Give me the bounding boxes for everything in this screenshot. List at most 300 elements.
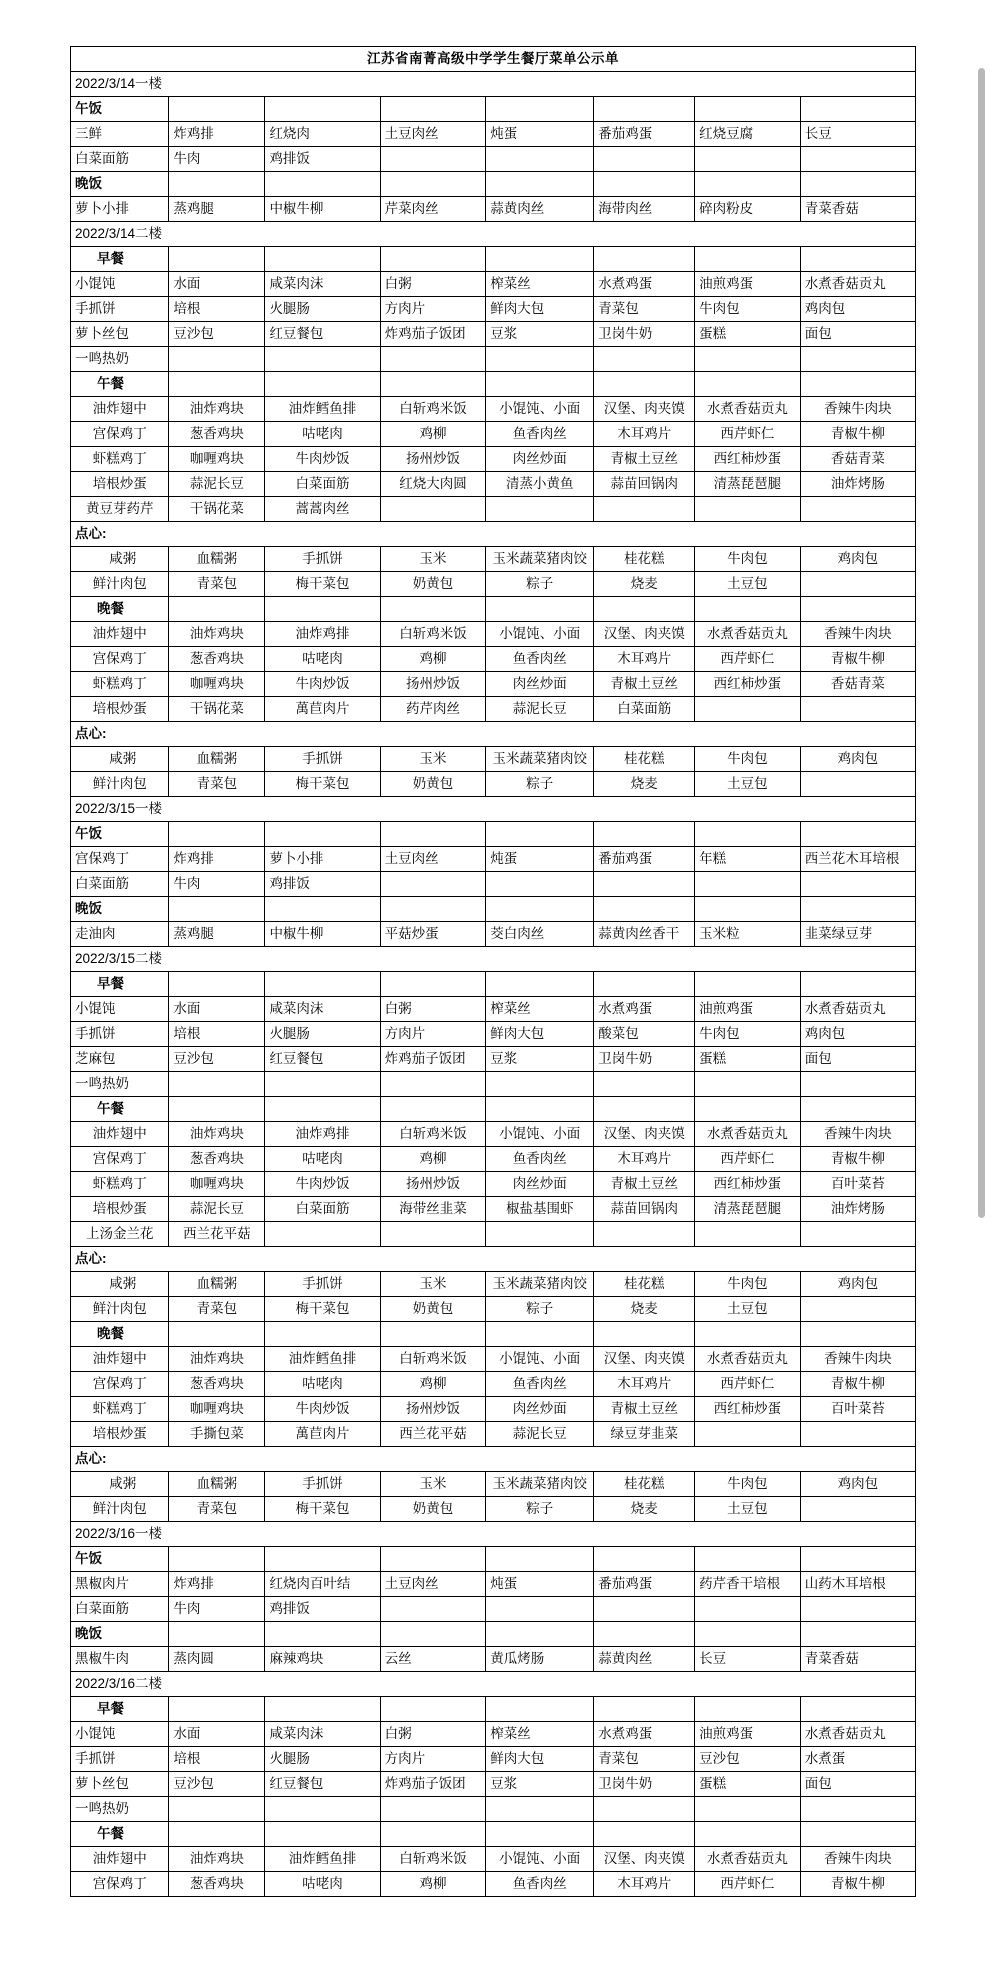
menu-cell: 牛肉炒饭 (265, 1172, 380, 1197)
menu-cell: 梅干菜包 (265, 772, 380, 797)
menu-cell: 粽子 (486, 1497, 594, 1522)
menu-cell-empty (486, 1322, 594, 1347)
menu-cell: 牛肉包 (695, 1272, 801, 1297)
menu-row (71, 497, 916, 522)
menu-cell: 鸡肉包 (800, 747, 915, 772)
menu-row (71, 1347, 916, 1372)
menu-cell: 玉米 (380, 1472, 486, 1497)
menu-row (71, 1472, 916, 1497)
menu-cell: 西红柿炒蛋 (695, 672, 801, 697)
menu-cell: 炸鸡茄子饭团 (380, 1772, 486, 1797)
menu-cell: 茭白肉丝 (486, 922, 594, 947)
date-label: 2022/3/14二楼 (71, 222, 916, 247)
menu-cell: 鲜肉大包 (486, 1747, 594, 1772)
menu-cell: 水煮香菇贡丸 (695, 397, 801, 422)
menu-cell: 西芹虾仁 (695, 1372, 801, 1397)
menu-cell: 培根 (169, 1022, 265, 1047)
menu-cell: 烧麦 (594, 1497, 695, 1522)
menu-cell: 油炸翅中 (71, 397, 169, 422)
menu-cell: 小馄饨 (71, 272, 169, 297)
menu-cell: 芹菜肉丝 (380, 197, 486, 222)
menu-cell: 肉丝炒面 (486, 447, 594, 472)
menu-cell-empty (265, 1322, 380, 1347)
menu-cell: 长豆 (800, 122, 915, 147)
menu-cell-empty (695, 1097, 801, 1122)
menu-table (70, 46, 916, 1897)
menu-cell: 中椒牛柳 (265, 197, 380, 222)
menu-cell: 番茄鸡蛋 (594, 847, 695, 872)
menu-cell: 白粥 (380, 997, 486, 1022)
menu-cell-empty (380, 1547, 486, 1572)
menu-cell: 水煮香菇贡丸 (800, 997, 915, 1022)
menu-cell: 青菜包 (594, 297, 695, 322)
menu-cell: 小馄饨、小面 (486, 397, 594, 422)
menu-cell: 油炸鸡块 (169, 622, 265, 647)
menu-cell: 方肉片 (380, 1747, 486, 1772)
menu-cell: 鱼香肉丝 (486, 1872, 594, 1897)
meal-header: 午饭 (71, 822, 169, 847)
menu-cell-empty (800, 597, 915, 622)
menu-cell: 蒜黄肉丝 (486, 197, 594, 222)
date-row (71, 222, 916, 247)
menu-cell: 小馄饨、小面 (486, 622, 594, 647)
menu-cell: 咖喱鸡块 (169, 1172, 265, 1197)
menu-cell-empty (800, 497, 915, 522)
menu-cell-empty (265, 372, 380, 397)
menu-cell: 培根炒蛋 (71, 1422, 169, 1447)
menu-row (71, 872, 916, 897)
menu-cell: 黑椒肉片 (71, 1572, 169, 1597)
date-row (71, 797, 916, 822)
menu-cell: 药芹肉丝 (380, 697, 486, 722)
menu-cell-empty (800, 1547, 915, 1572)
menu-cell-empty (265, 597, 380, 622)
menu-cell: 鸡排饭 (265, 147, 380, 172)
menu-cell: 白菜面筋 (265, 1197, 380, 1222)
menu-row (71, 622, 916, 647)
menu-cell: 小馄饨、小面 (486, 1347, 594, 1372)
menu-cell-empty (800, 347, 915, 372)
menu-cell: 小馄饨 (71, 1722, 169, 1747)
menu-cell-empty (380, 247, 486, 272)
menu-cell: 百叶菜苔 (800, 1172, 915, 1197)
menu-cell: 麻辣鸡块 (265, 1647, 380, 1672)
meal-header-row (71, 1697, 916, 1722)
menu-cell: 奶黄包 (380, 572, 486, 597)
menu-cell-empty (380, 972, 486, 997)
meal-header: 午餐 (71, 1097, 169, 1122)
menu-cell: 扬州炒饭 (380, 447, 486, 472)
menu-cell: 水煮香菇贡丸 (695, 1122, 801, 1147)
menu-cell-empty (800, 172, 915, 197)
menu-cell: 海带肉丝 (594, 197, 695, 222)
menu-cell-empty (380, 497, 486, 522)
menu-row (71, 1847, 916, 1872)
menu-cell-empty (486, 1072, 594, 1097)
menu-cell-empty (800, 1797, 915, 1822)
menu-cell-empty (380, 1222, 486, 1247)
menu-cell: 绿豆芽韭菜 (594, 1422, 695, 1447)
meal-header: 早餐 (71, 1697, 169, 1722)
menu-row (71, 1572, 916, 1597)
menu-cell-empty (380, 1097, 486, 1122)
menu-row (71, 572, 916, 597)
menu-cell: 青椒牛柳 (800, 1147, 915, 1172)
menu-cell: 蒜苗回锅肉 (594, 1197, 695, 1222)
menu-cell-empty (594, 1547, 695, 1572)
menu-cell-empty (169, 1697, 265, 1722)
menu-cell-empty (486, 597, 594, 622)
menu-cell-empty (486, 497, 594, 522)
menu-cell: 粽子 (486, 572, 594, 597)
menu-cell-empty (169, 897, 265, 922)
menu-row (71, 1747, 916, 1772)
menu-cell: 白斩鸡米饭 (380, 397, 486, 422)
menu-cell: 油炸鳕鱼排 (265, 1347, 380, 1372)
menu-cell: 咸菜肉沫 (265, 1722, 380, 1747)
menu-cell: 桂花糕 (594, 1472, 695, 1497)
menu-cell: 鲜汁肉包 (71, 1297, 169, 1322)
menu-cell-empty (265, 172, 380, 197)
menu-cell: 宫保鸡丁 (71, 422, 169, 447)
menu-cell-empty (594, 1322, 695, 1347)
menu-cell: 鱼香肉丝 (486, 1147, 594, 1172)
menu-cell-empty (800, 1597, 915, 1622)
menu-cell: 培根炒蛋 (71, 472, 169, 497)
menu-row (71, 647, 916, 672)
menu-cell-empty (594, 822, 695, 847)
menu-cell: 油炸鸡块 (169, 1847, 265, 1872)
menu-row (71, 1722, 916, 1747)
meal-header-row (71, 1097, 916, 1122)
menu-cell: 玉米蔬菜猪肉饺 (486, 1472, 594, 1497)
menu-cell: 玉米 (380, 1272, 486, 1297)
menu-cell: 宫保鸡丁 (71, 1372, 169, 1397)
menu-cell-empty (695, 1222, 801, 1247)
menu-cell: 汉堡、肉夹馍 (594, 1122, 695, 1147)
menu-cell: 手抓饼 (265, 1272, 380, 1297)
menu-cell-empty (695, 497, 801, 522)
menu-row (71, 1022, 916, 1047)
menu-cell: 青菜香菇 (800, 1647, 915, 1672)
menu-cell: 奶黄包 (380, 772, 486, 797)
menu-cell-empty (800, 247, 915, 272)
menu-cell: 葱香鸡块 (169, 1872, 265, 1897)
menu-cell: 烧麦 (594, 572, 695, 597)
menu-cell: 黄豆芽药芹 (71, 497, 169, 522)
menu-cell: 虾糕鸡丁 (71, 447, 169, 472)
menu-cell-empty (380, 1822, 486, 1847)
meal-header-row (71, 247, 916, 272)
menu-cell: 青椒土豆丝 (594, 1397, 695, 1422)
menu-cell-empty (486, 347, 594, 372)
menu-cell-empty (169, 1097, 265, 1122)
menu-cell: 血糯粥 (169, 1272, 265, 1297)
menu-cell-empty (800, 1322, 915, 1347)
menu-cell: 豆沙包 (169, 1772, 265, 1797)
menu-sheet (70, 46, 916, 1897)
menu-row (71, 1422, 916, 1447)
menu-cell: 咸粥 (71, 747, 169, 772)
title-row (71, 47, 916, 72)
menu-cell: 油炸鳕鱼排 (265, 1847, 380, 1872)
menu-cell: 红烧大肉圆 (380, 472, 486, 497)
menu-cell: 青菜包 (169, 1297, 265, 1322)
menu-cell: 黑椒牛肉 (71, 1647, 169, 1672)
menu-cell: 蒜泥长豆 (169, 472, 265, 497)
menu-cell-empty (380, 1622, 486, 1647)
menu-cell: 长豆 (695, 1647, 801, 1672)
menu-cell: 青椒土豆丝 (594, 1172, 695, 1197)
vertical-scrollbar[interactable] (978, 68, 985, 1218)
menu-cell-empty (265, 1097, 380, 1122)
meal-header-row (71, 1622, 916, 1647)
meal-header-row (71, 1547, 916, 1572)
menu-cell: 水煮香菇贡丸 (695, 1847, 801, 1872)
menu-cell-empty (380, 372, 486, 397)
menu-cell-empty (486, 1697, 594, 1722)
menu-cell-empty (695, 147, 801, 172)
menu-cell: 咸菜肉沫 (265, 997, 380, 1022)
meal-header: 早餐 (71, 247, 169, 272)
menu-cell: 豆沙包 (169, 322, 265, 347)
menu-cell: 青椒牛柳 (800, 1372, 915, 1397)
menu-row (71, 422, 916, 447)
meal-header: 晚饭 (71, 172, 169, 197)
menu-cell: 卫岗牛奶 (594, 1047, 695, 1072)
menu-cell: 火腿肠 (265, 1747, 380, 1772)
meal-header-row (71, 597, 916, 622)
menu-cell: 培根 (169, 1747, 265, 1772)
menu-cell-empty (169, 597, 265, 622)
menu-cell-empty (594, 147, 695, 172)
menu-cell: 蒜泥长豆 (486, 1422, 594, 1447)
menu-cell: 鸡肉包 (800, 1472, 915, 1497)
menu-cell: 香辣牛肉块 (800, 1847, 915, 1872)
menu-cell: 炖蛋 (486, 122, 594, 147)
menu-cell: 玉米蔬菜猪肉饺 (486, 547, 594, 572)
menu-cell: 油炸鸡排 (265, 1122, 380, 1147)
menu-cell-empty (169, 1797, 265, 1822)
menu-cell-empty (800, 372, 915, 397)
menu-cell: 牛肉包 (695, 297, 801, 322)
menu-cell-empty (800, 97, 915, 122)
menu-cell-empty (695, 972, 801, 997)
menu-cell: 萝卜丝包 (71, 1772, 169, 1797)
menu-row (71, 472, 916, 497)
menu-row (71, 1172, 916, 1197)
menu-cell-empty (695, 1622, 801, 1647)
menu-cell: 百叶菜苔 (800, 1397, 915, 1422)
menu-cell: 酸菜包 (594, 1022, 695, 1047)
menu-cell-empty (695, 347, 801, 372)
menu-cell: 炖蛋 (486, 1572, 594, 1597)
menu-cell-empty (695, 97, 801, 122)
menu-cell-empty (800, 897, 915, 922)
menu-row (71, 772, 916, 797)
menu-cell: 白斩鸡米饭 (380, 1122, 486, 1147)
menu-cell: 油炸鸡块 (169, 1122, 265, 1147)
menu-cell-empty (800, 1097, 915, 1122)
menu-cell: 油炸鸡块 (169, 397, 265, 422)
menu-cell-empty (695, 872, 801, 897)
menu-cell: 梅干菜包 (265, 1297, 380, 1322)
menu-cell-empty (800, 972, 915, 997)
menu-cell: 香辣牛肉块 (800, 622, 915, 647)
menu-cell: 血糯粥 (169, 1472, 265, 1497)
menu-cell-empty (169, 247, 265, 272)
menu-cell: 鲜肉大包 (486, 297, 594, 322)
menu-row (71, 322, 916, 347)
section-header-row (71, 722, 916, 747)
menu-cell-empty (695, 1797, 801, 1822)
menu-cell-empty (695, 1597, 801, 1622)
menu-cell: 咕咾肉 (265, 422, 380, 447)
date-row (71, 947, 916, 972)
menu-cell: 油煎鸡蛋 (695, 272, 801, 297)
menu-cell: 咕咾肉 (265, 647, 380, 672)
menu-cell: 鲜肉大包 (486, 1022, 594, 1047)
menu-cell: 面包 (800, 1772, 915, 1797)
menu-cell-empty (695, 1697, 801, 1722)
menu-cell: 油炸翅中 (71, 1847, 169, 1872)
menu-cell: 血糯粥 (169, 747, 265, 772)
menu-cell: 西红柿炒蛋 (695, 1172, 801, 1197)
menu-row (71, 272, 916, 297)
menu-cell: 萬苣肉片 (265, 1422, 380, 1447)
menu-cell: 牛肉包 (695, 1472, 801, 1497)
date-row (71, 72, 916, 97)
menu-cell: 西兰花平菇 (169, 1222, 265, 1247)
date-row (71, 1522, 916, 1547)
menu-cell: 宫保鸡丁 (71, 1872, 169, 1897)
menu-cell: 红烧肉 (265, 122, 380, 147)
menu-cell: 蒸肉圆 (169, 1647, 265, 1672)
menu-cell: 方肉片 (380, 297, 486, 322)
menu-cell: 豆沙包 (695, 1747, 801, 1772)
menu-cell: 青菜包 (169, 1497, 265, 1522)
menu-cell: 汉堡、肉夹馍 (594, 622, 695, 647)
menu-row (71, 122, 916, 147)
menu-cell: 土豆肉丝 (380, 847, 486, 872)
menu-cell: 玉米 (380, 747, 486, 772)
section-header: 点心: (71, 522, 916, 547)
menu-cell: 蒜泥长豆 (169, 1197, 265, 1222)
menu-cell: 鸡排饭 (265, 872, 380, 897)
menu-cell: 韭菜绿豆芽 (800, 922, 915, 947)
menu-cell: 卫岗牛奶 (594, 1772, 695, 1797)
menu-cell: 水煮香菇贡丸 (800, 1722, 915, 1747)
menu-cell-empty (594, 372, 695, 397)
menu-cell: 卫岗牛奶 (594, 322, 695, 347)
menu-cell: 青椒牛柳 (800, 647, 915, 672)
menu-cell-empty (695, 1072, 801, 1097)
menu-cell-empty (265, 97, 380, 122)
menu-cell: 三鲜 (71, 122, 169, 147)
menu-cell-empty (486, 972, 594, 997)
menu-cell: 西芹虾仁 (695, 1147, 801, 1172)
menu-cell-empty (594, 497, 695, 522)
menu-cell: 榨菜丝 (486, 272, 594, 297)
menu-cell: 碎肉粉皮 (695, 197, 801, 222)
menu-cell-empty (800, 872, 915, 897)
menu-cell: 蛋糕 (695, 322, 801, 347)
menu-cell: 青椒牛柳 (800, 422, 915, 447)
menu-cell: 葱香鸡块 (169, 647, 265, 672)
menu-cell: 香辣牛肉块 (800, 397, 915, 422)
meal-header: 午饭 (71, 1547, 169, 1572)
menu-cell: 鸡肉包 (800, 547, 915, 572)
menu-cell-empty (800, 572, 915, 597)
menu-cell: 蒿蒿肉丝 (265, 497, 380, 522)
menu-cell: 培根炒蛋 (71, 697, 169, 722)
menu-cell: 红豆餐包 (265, 1772, 380, 1797)
menu-cell: 炸鸡排 (169, 1572, 265, 1597)
menu-cell-empty (380, 97, 486, 122)
menu-cell: 扬州炒饭 (380, 1397, 486, 1422)
section-header-row (71, 1247, 916, 1272)
menu-cell: 西红柿炒蛋 (695, 447, 801, 472)
date-label: 2022/3/15一楼 (71, 797, 916, 822)
menu-cell: 培根 (169, 297, 265, 322)
menu-cell-empty (486, 97, 594, 122)
menu-cell-empty (800, 1072, 915, 1097)
menu-cell: 海带丝韭菜 (380, 1197, 486, 1222)
menu-cell-empty (695, 372, 801, 397)
menu-cell-empty (265, 1697, 380, 1722)
menu-row (71, 1047, 916, 1072)
menu-cell-empty (695, 1822, 801, 1847)
menu-cell: 肉丝炒面 (486, 1172, 594, 1197)
menu-cell: 肉丝炒面 (486, 1397, 594, 1422)
menu-cell-empty (594, 1822, 695, 1847)
menu-cell-empty (265, 1822, 380, 1847)
menu-cell: 鱼香肉丝 (486, 647, 594, 672)
menu-cell: 萝卜丝包 (71, 322, 169, 347)
menu-cell: 汉堡、肉夹馍 (594, 1347, 695, 1372)
menu-cell: 牛肉包 (695, 747, 801, 772)
menu-cell: 木耳鸡片 (594, 1372, 695, 1397)
menu-cell: 土豆肉丝 (380, 1572, 486, 1597)
menu-cell: 土豆包 (695, 1297, 801, 1322)
menu-cell: 油煎鸡蛋 (695, 997, 801, 1022)
menu-cell-empty (169, 1072, 265, 1097)
menu-cell: 清蒸琵琶腿 (695, 1197, 801, 1222)
menu-cell-empty (695, 247, 801, 272)
menu-row (71, 1122, 916, 1147)
menu-cell-empty (695, 897, 801, 922)
menu-cell: 芝麻包 (71, 1047, 169, 1072)
menu-row (71, 922, 916, 947)
menu-cell: 虾糕鸡丁 (71, 1397, 169, 1422)
menu-cell: 牛肉 (169, 1597, 265, 1622)
menu-cell: 手抓饼 (71, 1747, 169, 1772)
menu-row (71, 847, 916, 872)
menu-cell: 血糯粥 (169, 547, 265, 572)
section-header-row (71, 1447, 916, 1472)
meal-header-row (71, 172, 916, 197)
menu-cell-empty (169, 1547, 265, 1572)
menu-row (71, 1797, 916, 1822)
menu-cell: 云丝 (380, 1647, 486, 1672)
menu-cell: 蒜苗回锅肉 (594, 472, 695, 497)
section-header: 点心: (71, 722, 916, 747)
menu-cell: 咖喱鸡块 (169, 1397, 265, 1422)
menu-cell: 木耳鸡片 (594, 1147, 695, 1172)
menu-cell-empty (594, 1097, 695, 1122)
menu-cell-empty (169, 347, 265, 372)
menu-cell: 梅干菜包 (265, 1497, 380, 1522)
